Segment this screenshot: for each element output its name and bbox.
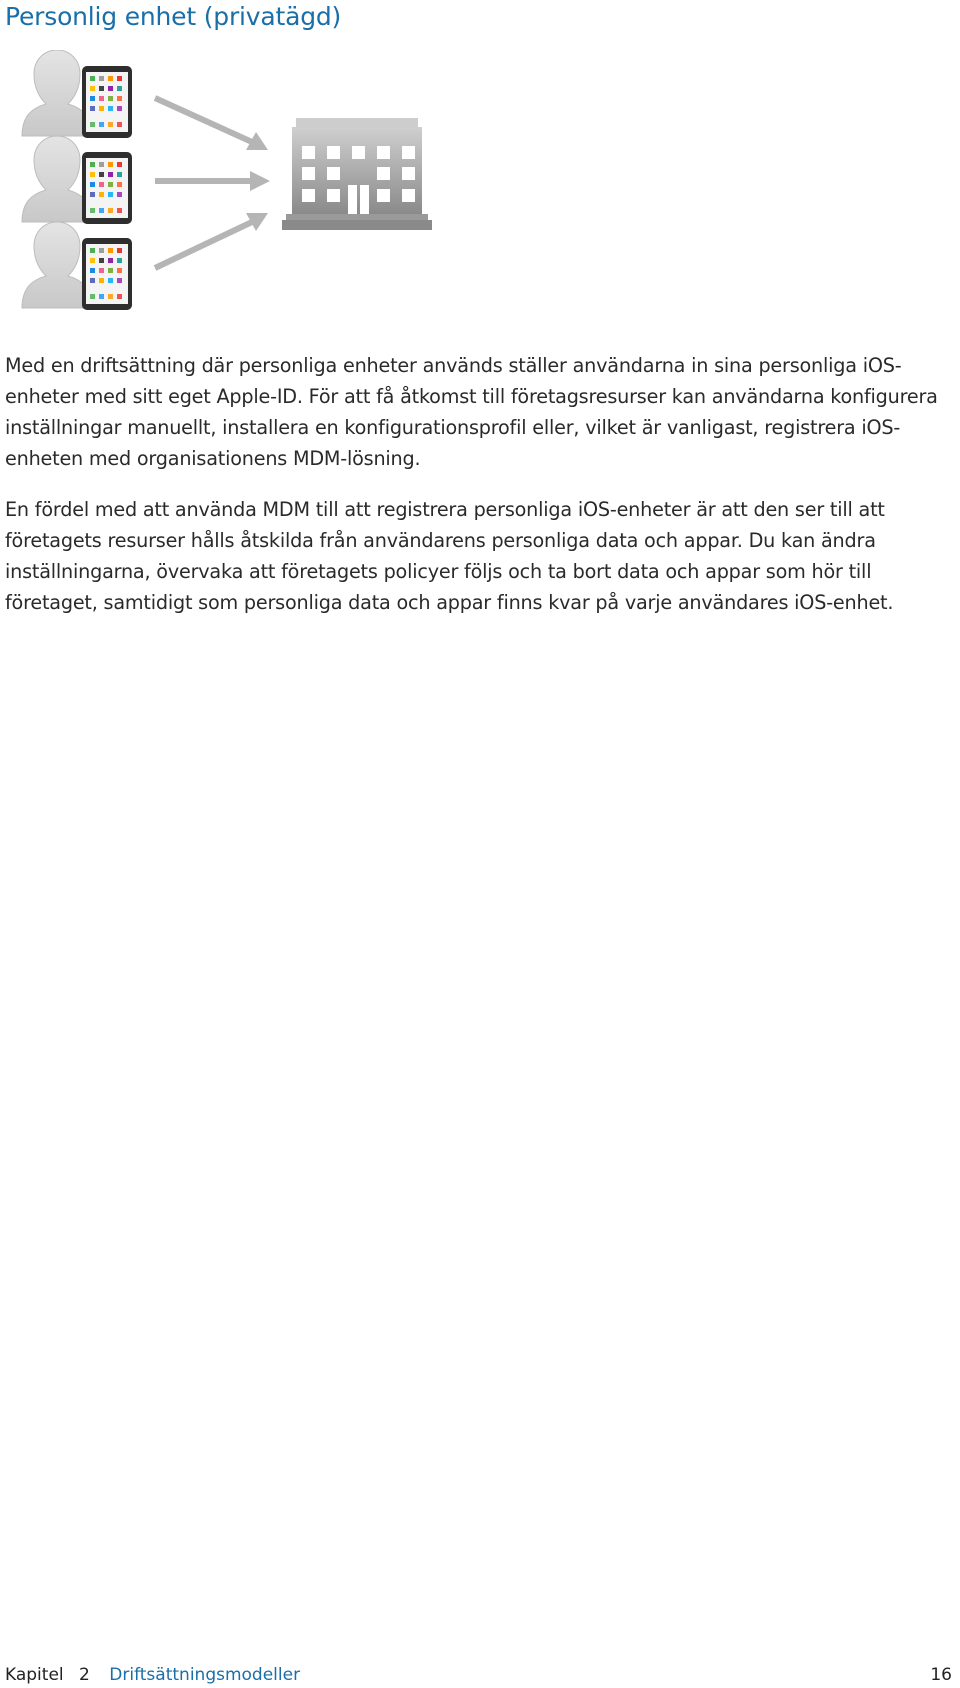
ipad-icon [82,152,132,224]
user-3 [22,222,132,310]
page-number: 16 [930,1665,952,1685]
user-1 [22,50,132,138]
page-footer [5,1665,952,1687]
chapter-title: Driftsättningsmodeller [109,1665,301,1685]
arrow-icon [155,213,268,268]
arrow-icon [155,98,268,150]
person-silhouette-icon [22,50,92,136]
page-title: Personlig enhet (privatägd) [5,2,342,31]
office-building-icon [282,118,432,230]
arrow-icon [155,171,270,191]
chapter-label: Kapitel [5,1665,64,1685]
person-silhouette-icon [22,136,92,222]
footer-chapter [5,1665,300,1685]
user-2 [22,136,132,224]
deployment-diagram [0,50,480,340]
chapter-number: 2 [79,1665,90,1685]
ipad-icon [82,238,132,310]
person-silhouette-icon [22,222,92,308]
body-paragraph: En fördel med att använda MDM till att registrera personliga iOS-enheter är att den ser till att företagets resurser hålls åtskilda från användarens personliga data och appar. Du kan ändra inställningarna, övervaka att företagets policyer följs och ta bort data och appar som hör till företaget, samtidigt som personliga data och appar finns kvar på varje användares iOS-enhet. [5,498,894,614]
ipad-icon [82,66,132,138]
body-paragraph: Med en driftsättning där personliga enheter används ställer användarna in sina personliga iOS-enheter med sitt eget Apple-ID. För att få åtkomst till företagsresurser kan användarna konfigurera inställningar manuellt, installera en konfigurationsprofil eller, vilket är vanligast, registrera iOS-enheten med organisationens MDM-lösning. [5,354,938,470]
